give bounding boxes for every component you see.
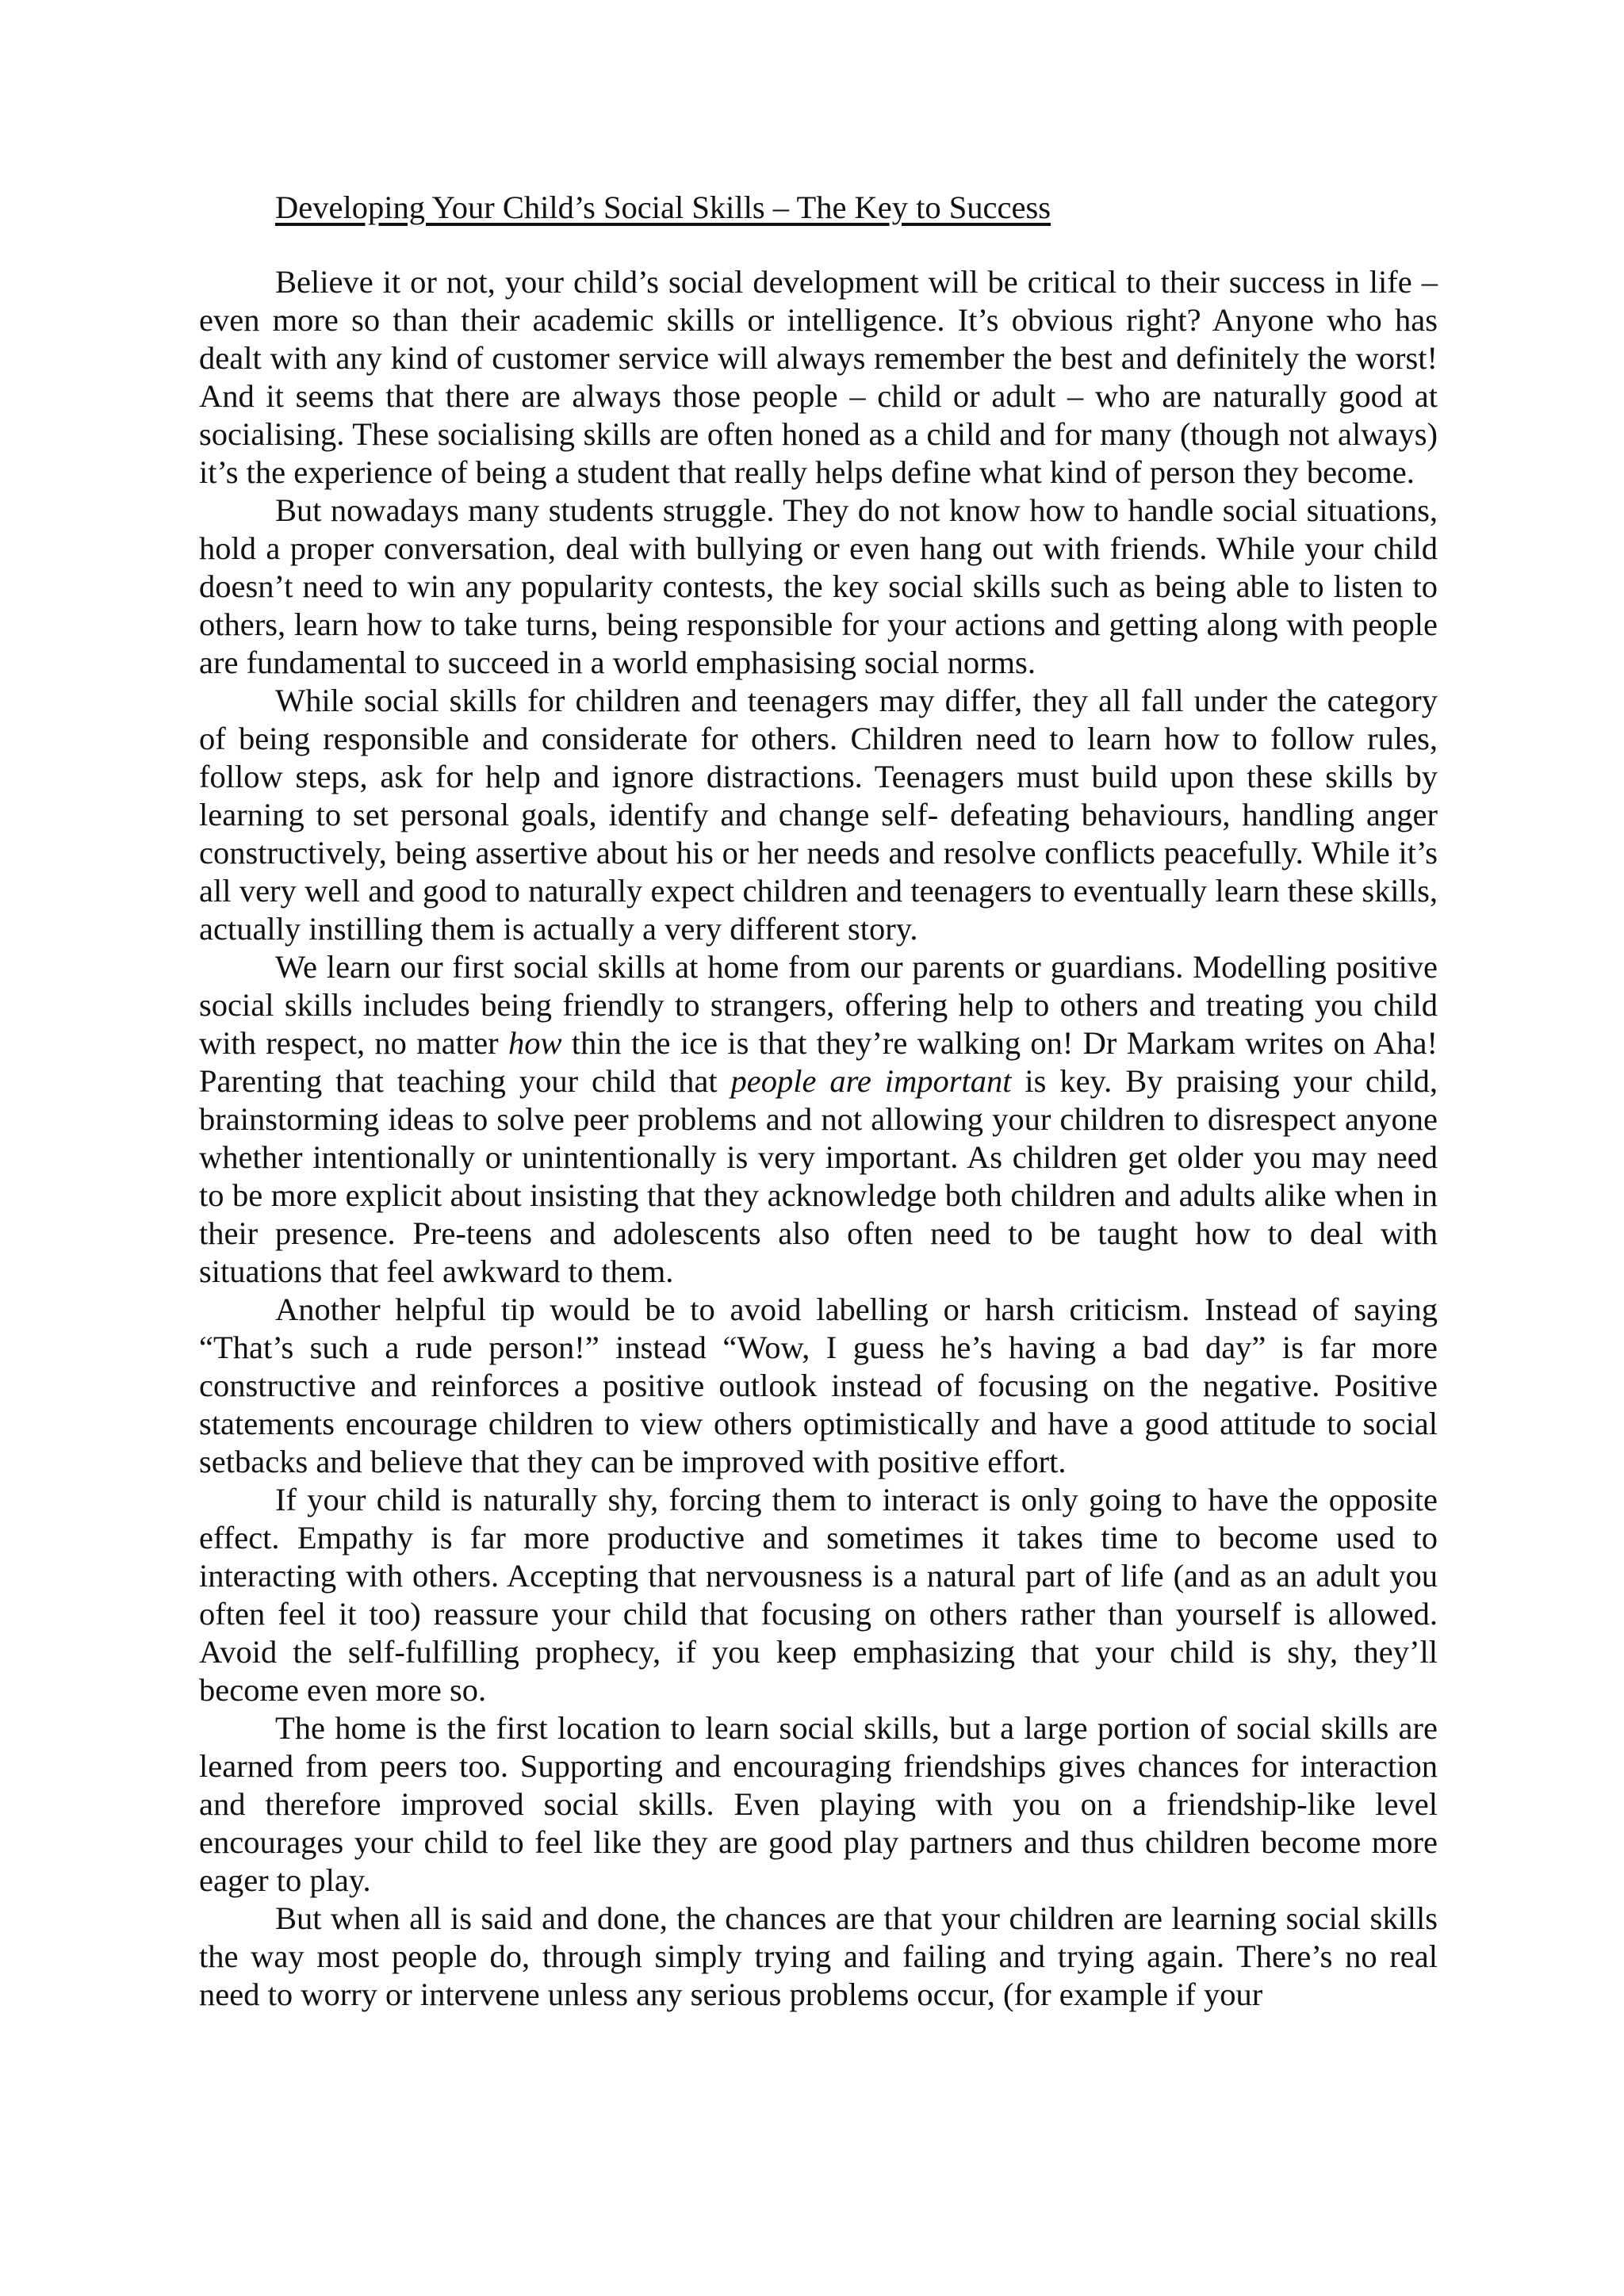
paragraph-5: Another helpful tip would be to avoid labelling or harsh criticism. Instead of saying “That’s such a rude person!” instead “Wow, I guess he’s having a bad day” is far more constructive and reinforces a positive outlook instead of focusing on the negative. Positive statements encourage children to view others optimistically and have a good attitude to social setbacks and believe that they can be improved with positive effort. <box>199 1292 1438 1479</box>
paragraph-4-part-3: is key. By praising your child, brainstorming ideas to solve peer problems and not allowing your children to disrespect anyone whether intentionally or unintentionally is very important. As children get older you may need to be more explicit about insisting that they acknowledge both children and adults alike when in their presence. Pre-teens and adolescents also often need to be taught how to deal with situations that feel awkward to them. <box>199 1063 1438 1289</box>
paragraph-3: While social skills for children and teenagers may differ, they all fall under the category of being responsible and considerate for others. Children need to learn how to follow rules, follow steps, ask for help and ignore distractions. Teenagers must build upon these skills by learning to set personal goals, identify and change self- defeating behaviours, handling anger constructively, being assertive about his or her needs and resolve conflicts peacefully. While it’s all very well and good to naturally expect children and teenagers to eventually learn these skills, actually instilling them is actually a very different story. <box>199 683 1438 947</box>
paragraph-4-emphasis-2: people are important <box>730 1063 1012 1099</box>
paragraph-8: But when all is said and done, the chances are that your children are learning social skills the way most people do, through simply trying and failing and trying again. There’s no real need to worry or intervene unless any serious problems occur, (for example if your <box>199 1900 1438 2012</box>
paragraph-6: If your child is naturally shy, forcing them to interact is only going to have the opposite effect. Empathy is far more productive and sometimes it takes time to become used to interacting with others. Accepting that nervousness is a natural part of life (and as an adult you often feel it too) reassure your child that focusing on others rather than yourself is allowed. Avoid the self-fulfilling prophecy, if you keep emphasizing that your child is shy, they’ll become even more so. <box>199 1482 1438 1708</box>
paragraph-4-part-2: thin the ice is that they’re walking on! Dr Markam writes on Aha! Parenting that teaching your child that <box>199 1025 1438 1099</box>
paragraph-4 <box>199 948 1438 1291</box>
paragraph-2: But nowadays many students struggle. They do not know how to handle social situations, hold a proper conversation, deal with bullying or even hang out with friends. While your child doesn’t need to win any popularity contests, the key social skills such as being able to listen to others, learn how to take turns, being responsible for your actions and getting along with people are fundamental to succeed in a world emphasising social norms. <box>199 492 1438 680</box>
document-title: Developing Your Child’s Social Skills – The Key to Success <box>275 189 1051 225</box>
paragraph-4-emphasis-1: how <box>508 1025 562 1061</box>
paragraph-4-part-1: We learn our first social skills at home from our parents or guardians. Modelling positive social skills includes being friendly to strangers, offering help to others and treating you child with respect, no matter <box>199 949 1438 1061</box>
document-body <box>199 189 1438 2014</box>
paragraph-1: Believe it or not, your child’s social development will be critical to their success in life – even more so than their academic skills or intelligence. It’s obvious right? Anyone who has dealt with any kind of customer service will always remember the best and definitely the worst! And it seems that there are always those people – child or adult – who are naturally good at socialising. These socialising skills are often honed as a child and for many (though not always) it’s the experience of being a student that really helps define what kind of person they become. <box>199 264 1438 490</box>
paragraph-7: The home is the first location to learn social skills, but a large portion of social skills are learned from peers too. Supporting and encouraging friendships gives chances for interaction and therefore improved social skills. Even playing with you on a friendship-like level encourages your child to feel like they are good play partners and thus children become more eager to play. <box>199 1710 1438 1898</box>
